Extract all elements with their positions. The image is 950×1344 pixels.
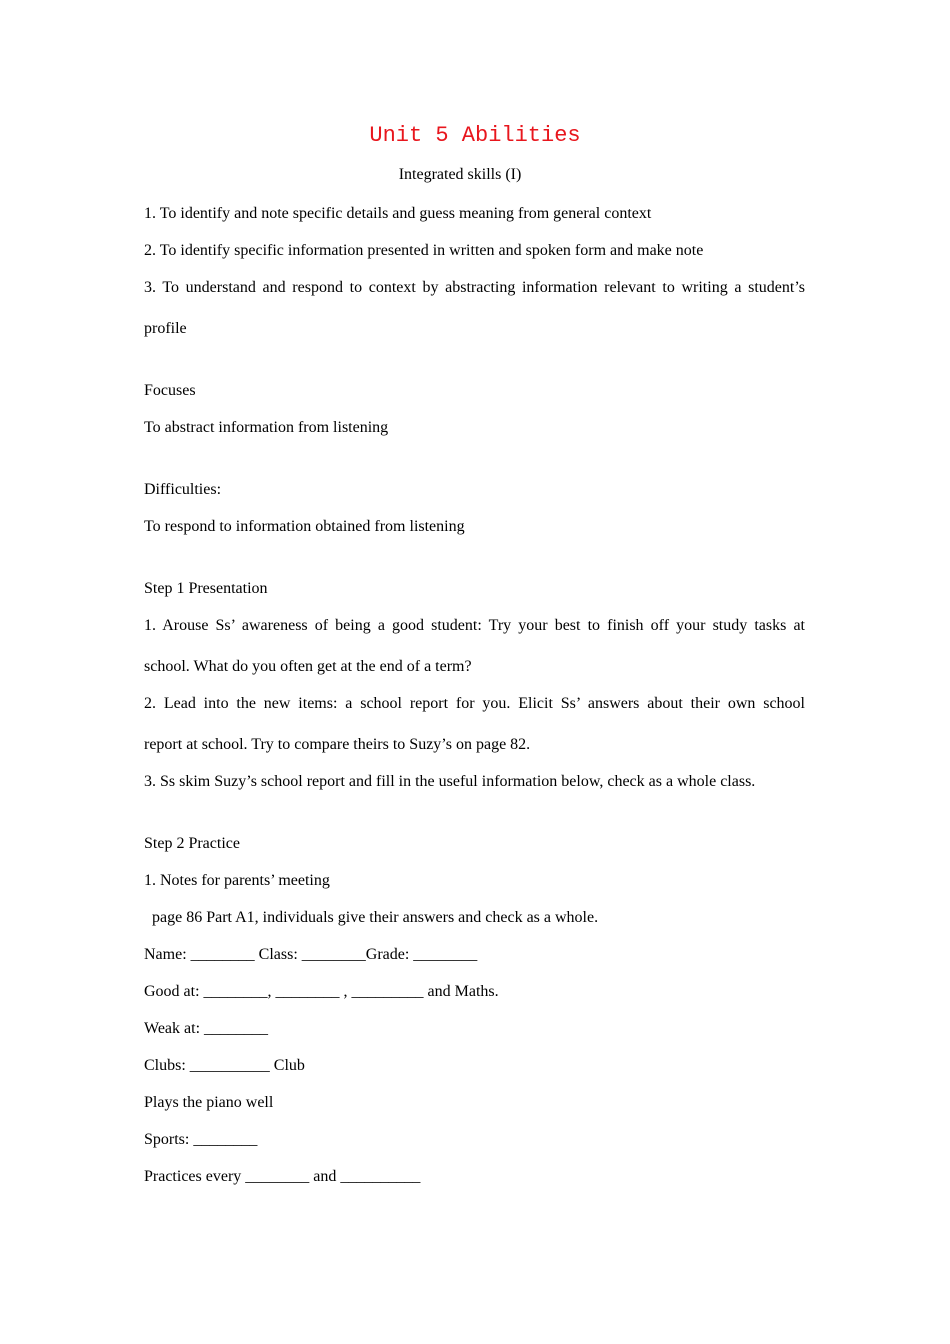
form-practices-line: Practices every ________ and __________: [144, 1168, 421, 1185]
step1-item2-line2: report at school. Try to compare theirs to Suzy’s on page 82.: [144, 736, 531, 753]
difficulties-text: To respond to information obtained from listening: [144, 518, 465, 535]
form-sports-line: Sports: ________: [144, 1131, 258, 1148]
step1-item1-line1: 1. Arouse Ss’ awareness of being a good student: Try your best to finish off your study tasks at: [144, 617, 805, 634]
objective-1: 1. To identify and note specific details and guess meaning from general context: [144, 205, 652, 222]
page-subtitle: Integrated skills (I): [398, 166, 522, 183]
step2-instruction: page 86 Part A1, individuals give their answers and check as a whole.: [152, 909, 599, 926]
form-name-line: Name: ________ Class: ________Grade: ________: [144, 946, 478, 963]
form-clubs-line: Clubs: __________ Club: [144, 1057, 305, 1074]
step1-heading: Step 1 Presentation: [144, 580, 268, 597]
form-good-at-line: Good at: ________, ________ , _________ and Maths.: [144, 983, 499, 1000]
step1-item3: 3. Ss skim Suzy’s school report and fill in the useful information below, check as a whole class.: [144, 773, 756, 790]
objective-3-continuation: profile: [144, 320, 187, 337]
focuses-text: To abstract information from listening: [144, 419, 389, 436]
step1-item1-line2: school. What do you often get at the end of a term?: [144, 658, 472, 675]
page-title: Unit 5 Abilities: [369, 123, 581, 148]
step1-item2-line1: 2. Lead into the new items: a school report for you. Elicit Ss’ answers about their own school: [144, 695, 805, 712]
form-weak-at-line: Weak at: ________: [144, 1020, 269, 1037]
step2-heading: Step 2 Practice: [144, 835, 240, 852]
difficulties-heading: Difficulties:: [144, 481, 222, 498]
step2-item1: 1. Notes for parents’ meeting: [144, 872, 330, 889]
objective-3: 3. To understand and respond to context by abstracting information relevant to writing a student’s: [144, 279, 805, 296]
focuses-heading: Focuses: [144, 382, 196, 399]
form-piano-line: Plays the piano well: [144, 1094, 274, 1111]
objective-2: 2. To identify specific information presented in written and spoken form and make note: [144, 242, 704, 259]
